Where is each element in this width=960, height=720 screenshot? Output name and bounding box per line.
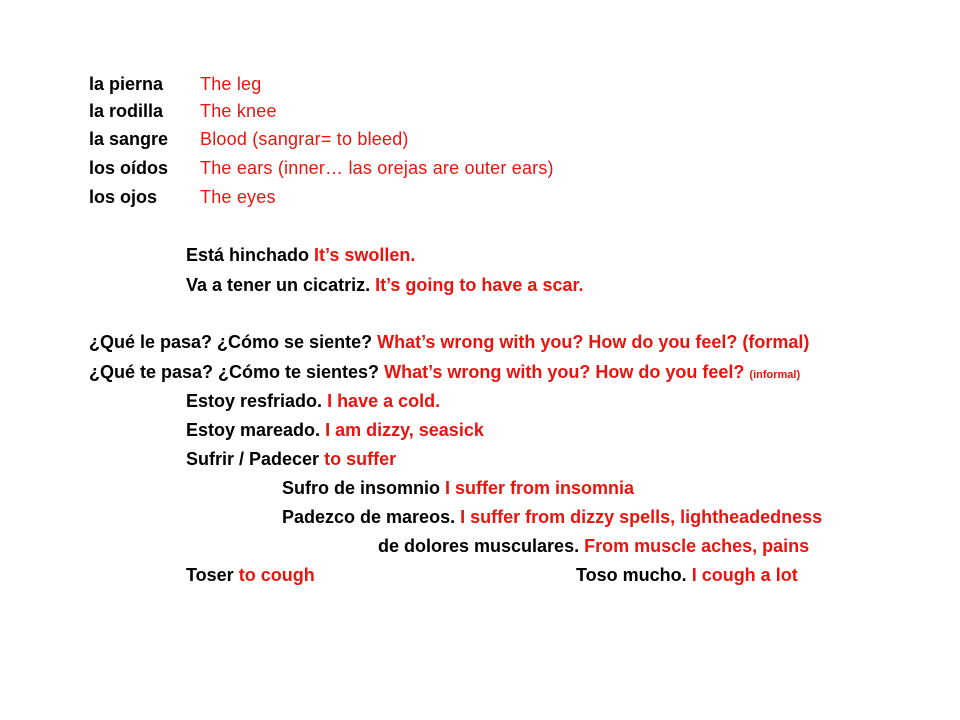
phrase-muscle-aches bbox=[378, 534, 809, 558]
phrase-cough-a-lot bbox=[576, 563, 798, 587]
phrase-english: I am dizzy, seasick bbox=[325, 420, 484, 440]
phrase-spanish: ¿Qué te pasa? ¿Cómo te sientes? bbox=[89, 362, 380, 382]
phrase-english: It’s swollen. bbox=[314, 245, 416, 265]
register-tag: (informal) bbox=[749, 369, 801, 381]
vocab-definition: The knee bbox=[200, 101, 277, 121]
phrase-spanish: Estoy mareado. bbox=[186, 420, 321, 440]
vocab-definition: The ears (inner… las orejas are outer ears) bbox=[200, 158, 554, 178]
phrase-cold bbox=[186, 389, 440, 413]
phrase-english: I suffer from insomnia bbox=[445, 478, 635, 498]
phrase-spanish: Va a tener un cicatriz. bbox=[186, 275, 371, 295]
vocab-definition: The leg bbox=[200, 74, 262, 94]
vocab-term: la pierna bbox=[89, 74, 164, 94]
phrase-english: I suffer from dizzy spells, lightheadedness bbox=[460, 507, 823, 527]
phrase-swollen bbox=[186, 243, 415, 267]
phrase-english: What’s wrong with you? How do you feel? bbox=[384, 362, 745, 382]
phrase-dizzy-spells bbox=[282, 505, 822, 529]
phrase-english: I cough a lot bbox=[691, 565, 798, 585]
phrase-dizzy bbox=[186, 418, 484, 442]
phrase-english: From muscle aches, pains bbox=[584, 536, 810, 556]
phrase-spanish: ¿Qué le pasa? ¿Cómo se siente? bbox=[89, 332, 373, 352]
phrase-spanish: Sufrir / Padecer bbox=[186, 449, 320, 469]
phrase-english: I have a cold. bbox=[327, 391, 441, 411]
phrase-cough bbox=[186, 563, 315, 587]
phrase-spanish: Sufro de insomnio bbox=[282, 478, 441, 498]
phrase-spanish: Toser bbox=[186, 565, 234, 585]
vocab-term: los oídos bbox=[89, 158, 169, 178]
phrase-spanish: Padezco de mareos. bbox=[282, 507, 456, 527]
vocab-definition: Blood (sangrar= to bleed) bbox=[200, 129, 409, 149]
vocab-definition: The eyes bbox=[200, 187, 276, 207]
vocab-term: la rodilla bbox=[89, 101, 164, 121]
phrase-english: to cough bbox=[238, 565, 315, 585]
phrase-english: to suffer bbox=[324, 449, 397, 469]
phrase-spanish: Toso mucho. bbox=[576, 565, 687, 585]
vocab-term: la sangre bbox=[89, 129, 169, 149]
phrase-suffer bbox=[186, 447, 396, 471]
phrase-insomnia bbox=[282, 476, 634, 500]
phrase-spanish: Está hinchado bbox=[186, 245, 310, 265]
vocab-term: los ojos bbox=[89, 187, 158, 207]
phrase-spanish: de dolores musculares. bbox=[378, 536, 580, 556]
phrase-scar bbox=[186, 273, 584, 297]
phrase-english: What’s wrong with you? How do you feel? (formal) bbox=[377, 332, 810, 352]
phrase-english: It’s going to have a scar. bbox=[375, 275, 584, 295]
phrase-informal-question bbox=[89, 360, 800, 387]
phrase-spanish: Estoy resfriado. bbox=[186, 391, 323, 411]
phrase-formal-question bbox=[89, 330, 809, 354]
